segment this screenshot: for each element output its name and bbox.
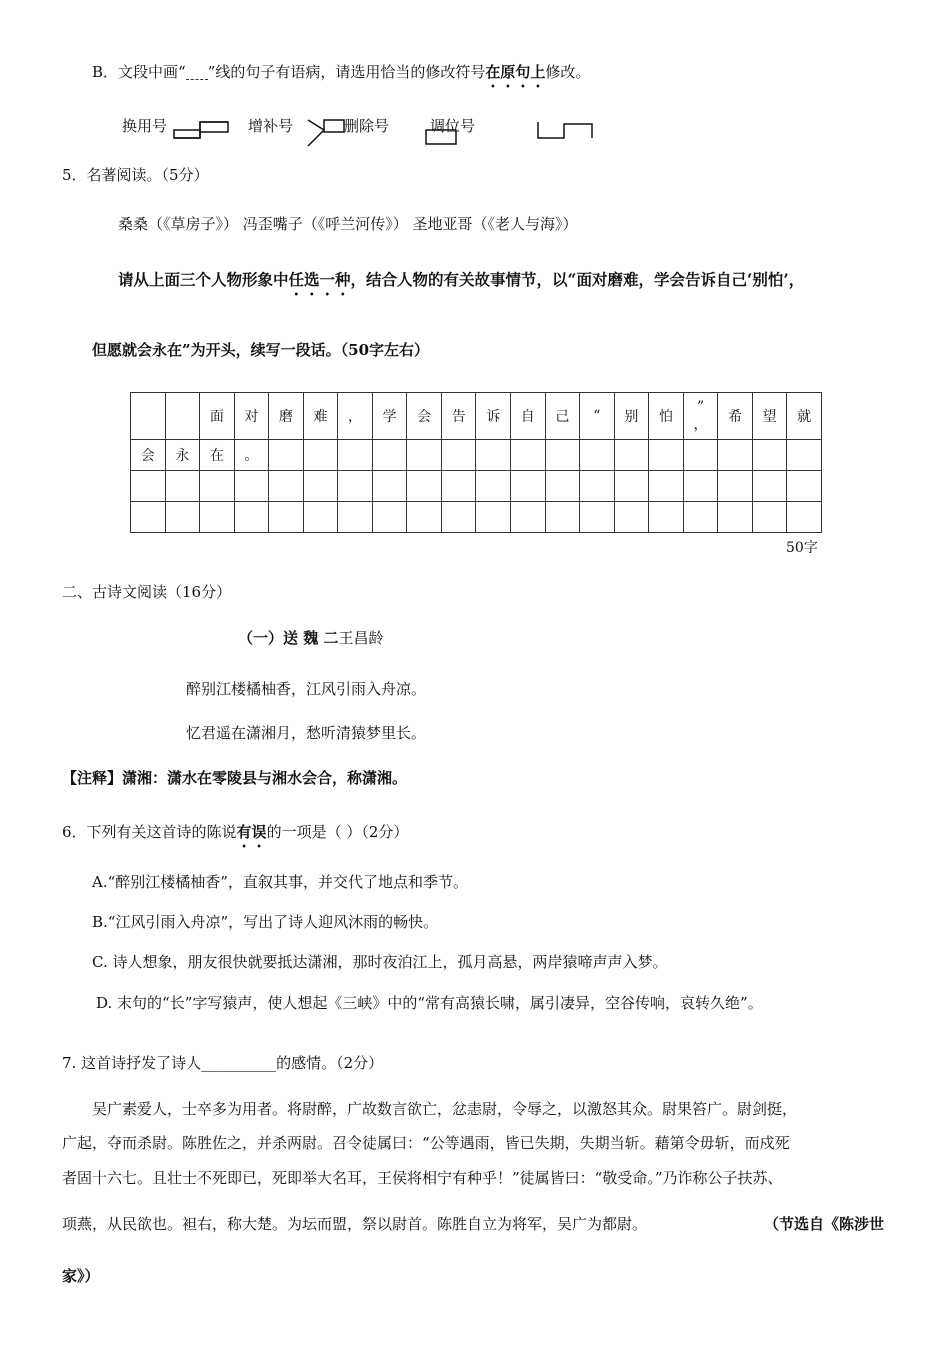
grid-row-2	[131, 440, 822, 471]
add-mark-icon	[306, 116, 346, 148]
grid-cell: 告	[441, 393, 476, 440]
grid-cell[interactable]	[649, 440, 684, 471]
poem-title-a: （一）送 魏 二	[238, 629, 339, 647]
grid-cell[interactable]	[683, 502, 718, 533]
poem-line-2: 忆君遥在潇湘月，愁听清猿梦里长。	[186, 724, 427, 742]
q5-prompt-a: 请从上面三个人物形象中	[118, 270, 289, 289]
note-text: 潇湘：潇水在零陵县与湘水会合，称潇湘。	[122, 769, 408, 787]
grid-cell[interactable]	[131, 502, 166, 533]
grid-cell[interactable]	[338, 502, 373, 533]
grid-cell: 面	[200, 393, 235, 440]
q4b-prefix: B．文段中画“	[92, 63, 186, 81]
q7-stem-b: 的感情。（2分）	[276, 1054, 384, 1072]
grid-cell: 希	[718, 393, 753, 440]
grid-cell: 别	[614, 393, 649, 440]
grid-cell[interactable]	[269, 502, 304, 533]
passage-line-3: 者固十六七。且壮士不死即已，死即举大名耳，王侯将相宁有种乎！”徒属皆曰：“敬受命。”乃诈称公子扶苏、	[62, 1169, 783, 1187]
grid-cell[interactable]	[614, 440, 649, 471]
q7-blank[interactable]: __________	[201, 1054, 277, 1072]
q5-prompt	[118, 270, 804, 299]
grid-cell: 学	[372, 393, 407, 440]
grid-cell: 磨	[269, 393, 304, 440]
grid-cell: “	[580, 393, 615, 440]
grid-cell[interactable]	[303, 471, 338, 502]
grid-cell[interactable]	[165, 502, 200, 533]
grid-cell[interactable]	[407, 502, 442, 533]
grid-cell: 望	[752, 393, 787, 440]
poem-note	[62, 768, 407, 788]
q6-stem-a: 6．下列有关这首诗的陈说	[62, 823, 237, 841]
grid-cell: 会	[407, 393, 442, 440]
grid-cell: 怕	[649, 393, 684, 440]
grid-cell[interactable]	[511, 440, 546, 471]
q6-stem-c: 的一项是（ ）（2分）	[266, 823, 409, 841]
grid-cell[interactable]	[303, 440, 338, 471]
grid-cell: 难	[303, 393, 338, 440]
move-mark-icon	[424, 128, 460, 146]
grid-cell[interactable]	[372, 502, 407, 533]
poem-author: 王昌龄	[338, 629, 384, 647]
grid-cell[interactable]	[614, 471, 649, 502]
q4b-line	[92, 62, 590, 91]
grid-cell: 永	[165, 440, 200, 471]
grid-cell[interactable]	[441, 502, 476, 533]
grid-cell[interactable]	[441, 440, 476, 471]
grid-cell[interactable]	[476, 471, 511, 502]
q4b-suffix: ”线的句子有语病，请选用恰当的修改符号	[207, 63, 486, 81]
q5-prompt-line2: 但愿就会永在”为开头，续写一段话。（50字左右）	[92, 341, 430, 359]
grid-cell: 对	[234, 393, 269, 440]
writing-grid	[130, 392, 822, 533]
grid-cell[interactable]	[545, 471, 580, 502]
grid-cell[interactable]	[718, 471, 753, 502]
q6-option-d: D. 末句的“长”字写猿声，使人想起《三峡》中的“常有高猿长啸，属引凄异，空谷传响，哀转久绝”。	[96, 994, 763, 1012]
grid-cell: 会	[131, 440, 166, 471]
grid-cell[interactable]	[787, 502, 822, 533]
grid-cell[interactable]	[407, 471, 442, 502]
grid-cell	[165, 393, 200, 440]
q5-prompt-c: ，结合人物的有关故事情节	[350, 270, 537, 289]
grid-cell: 就	[787, 393, 822, 440]
passage-line-1: 吴广素爱人，士卒多为用者。将尉醉，广故数言欲亡，忿恚尉，令辱之，以激怒其众。尉果笞广。尉剑挺，	[92, 1100, 798, 1118]
note-label: 【注释】	[62, 769, 123, 787]
grid-cell[interactable]	[580, 440, 615, 471]
grid-cell[interactable]	[545, 440, 580, 471]
grid-row-3	[131, 471, 822, 502]
grid-cell[interactable]	[269, 471, 304, 502]
grid-cell[interactable]	[476, 440, 511, 471]
grid-cell: ，	[338, 393, 373, 440]
mark-replace-label: 换用号	[122, 117, 168, 135]
grid-cell: 己	[545, 393, 580, 440]
passage-source-b: 家》）	[62, 1267, 100, 1285]
mark-add-label: 增补号	[248, 117, 294, 135]
grid-cell[interactable]	[234, 502, 269, 533]
grid-cell[interactable]	[131, 471, 166, 502]
grid-cell: 在	[200, 440, 235, 471]
grid-cell: 。	[234, 440, 269, 471]
q5-prompt-d: ，以“面对磨难，学会告诉自己‘别怕’，	[536, 270, 805, 289]
q6-option-a: A.“醉别江楼橘柚香”，直叙其事，并交代了地点和季节。	[92, 873, 468, 891]
q6-option-c: C. 诗人想象，朋友很快就要抵达潇湘，那时夜泊江上，孤月高悬，两岸猿啼声声入梦。	[92, 953, 668, 971]
grid-row-4	[131, 502, 822, 533]
section2-title: 二、古诗文阅读（16分）	[62, 583, 232, 601]
replace-mark-icon	[170, 116, 232, 142]
grid-cell[interactable]	[752, 502, 787, 533]
grid-cell[interactable]	[752, 471, 787, 502]
mark-delete-label: 删除号	[344, 117, 390, 135]
grid-cell	[131, 393, 166, 440]
grid-cell[interactable]	[441, 471, 476, 502]
delete-mark-icon	[534, 120, 596, 142]
grid-cell[interactable]	[683, 471, 718, 502]
passage-line-4: 项燕，从民欲也。袒右，称大楚。为坛而盟，祭以尉首。陈胜自立为将军，吴广为都尉。	[62, 1215, 648, 1233]
grid-cell[interactable]	[580, 502, 615, 533]
q7-stem	[62, 1053, 383, 1073]
grid-counter: 50字	[786, 540, 818, 556]
q5-title: 5．名著阅读。（5分）	[62, 166, 209, 184]
grid-cell[interactable]	[752, 440, 787, 471]
q7-stem-a: 7. 这首诗抒发了诗人	[62, 1054, 202, 1072]
poem-line-1: 醉别江楼橘柚香，江风引雨入舟凉。	[186, 680, 427, 698]
grid-cell[interactable]	[303, 502, 338, 533]
grid-cell[interactable]	[718, 440, 753, 471]
grid-cell[interactable]	[165, 471, 200, 502]
grid-cell[interactable]	[372, 471, 407, 502]
grid-cell[interactable]	[649, 502, 684, 533]
grid-cell[interactable]	[338, 471, 373, 502]
q5-characters: 桑桑（《草房子》） 冯歪嘴子（《呼兰河传》） 圣地亚哥（《老人与海》）	[118, 215, 578, 233]
grid-cell: 自	[511, 393, 546, 440]
q6-option-b: B.“江风引雨入舟凉”，写出了诗人迎风沐雨的畅快。	[92, 913, 439, 931]
grid-cell[interactable]	[511, 471, 546, 502]
q4b-end: 修改。	[545, 63, 591, 81]
wavy-underline-sample	[186, 67, 208, 80]
grid-cell: ” ，	[683, 393, 718, 440]
grid-cell[interactable]	[580, 471, 615, 502]
q6-stem-b: 有误	[236, 823, 267, 841]
grid-cell[interactable]	[407, 440, 442, 471]
grid-cell[interactable]	[372, 440, 407, 471]
grid-cell[interactable]	[234, 471, 269, 502]
grid-cell: 诉	[476, 393, 511, 440]
poem-title	[238, 628, 383, 648]
q4b-emph: 在原句上	[485, 63, 546, 81]
mark-move-label: 调位号	[430, 117, 476, 135]
q6-stem	[62, 822, 408, 851]
passage-line-2: 广起，夺而杀尉。陈胜佐之，并杀两尉。召令徒属曰：“公等遇雨，皆已失期，失期当斩。藉第令毋斩，而戍死	[62, 1134, 790, 1152]
grid-cell[interactable]	[787, 440, 822, 471]
passage-source-a: （节选自《陈涉世	[764, 1215, 885, 1233]
grid-cell[interactable]	[476, 502, 511, 533]
grid-cell[interactable]	[614, 502, 649, 533]
grid-cell[interactable]	[200, 471, 235, 502]
grid-row-1	[131, 393, 822, 440]
grid-cell[interactable]	[718, 502, 753, 533]
grid-cell[interactable]	[200, 502, 235, 533]
grid-cell[interactable]	[649, 471, 684, 502]
q5-prompt-b: 任选一种	[288, 270, 351, 289]
grid-cell[interactable]	[338, 440, 373, 471]
grid-cell[interactable]	[269, 440, 304, 471]
grid-cell[interactable]	[787, 471, 822, 502]
grid-cell[interactable]	[683, 440, 718, 471]
grid-cell[interactable]	[545, 502, 580, 533]
grid-cell[interactable]	[511, 502, 546, 533]
